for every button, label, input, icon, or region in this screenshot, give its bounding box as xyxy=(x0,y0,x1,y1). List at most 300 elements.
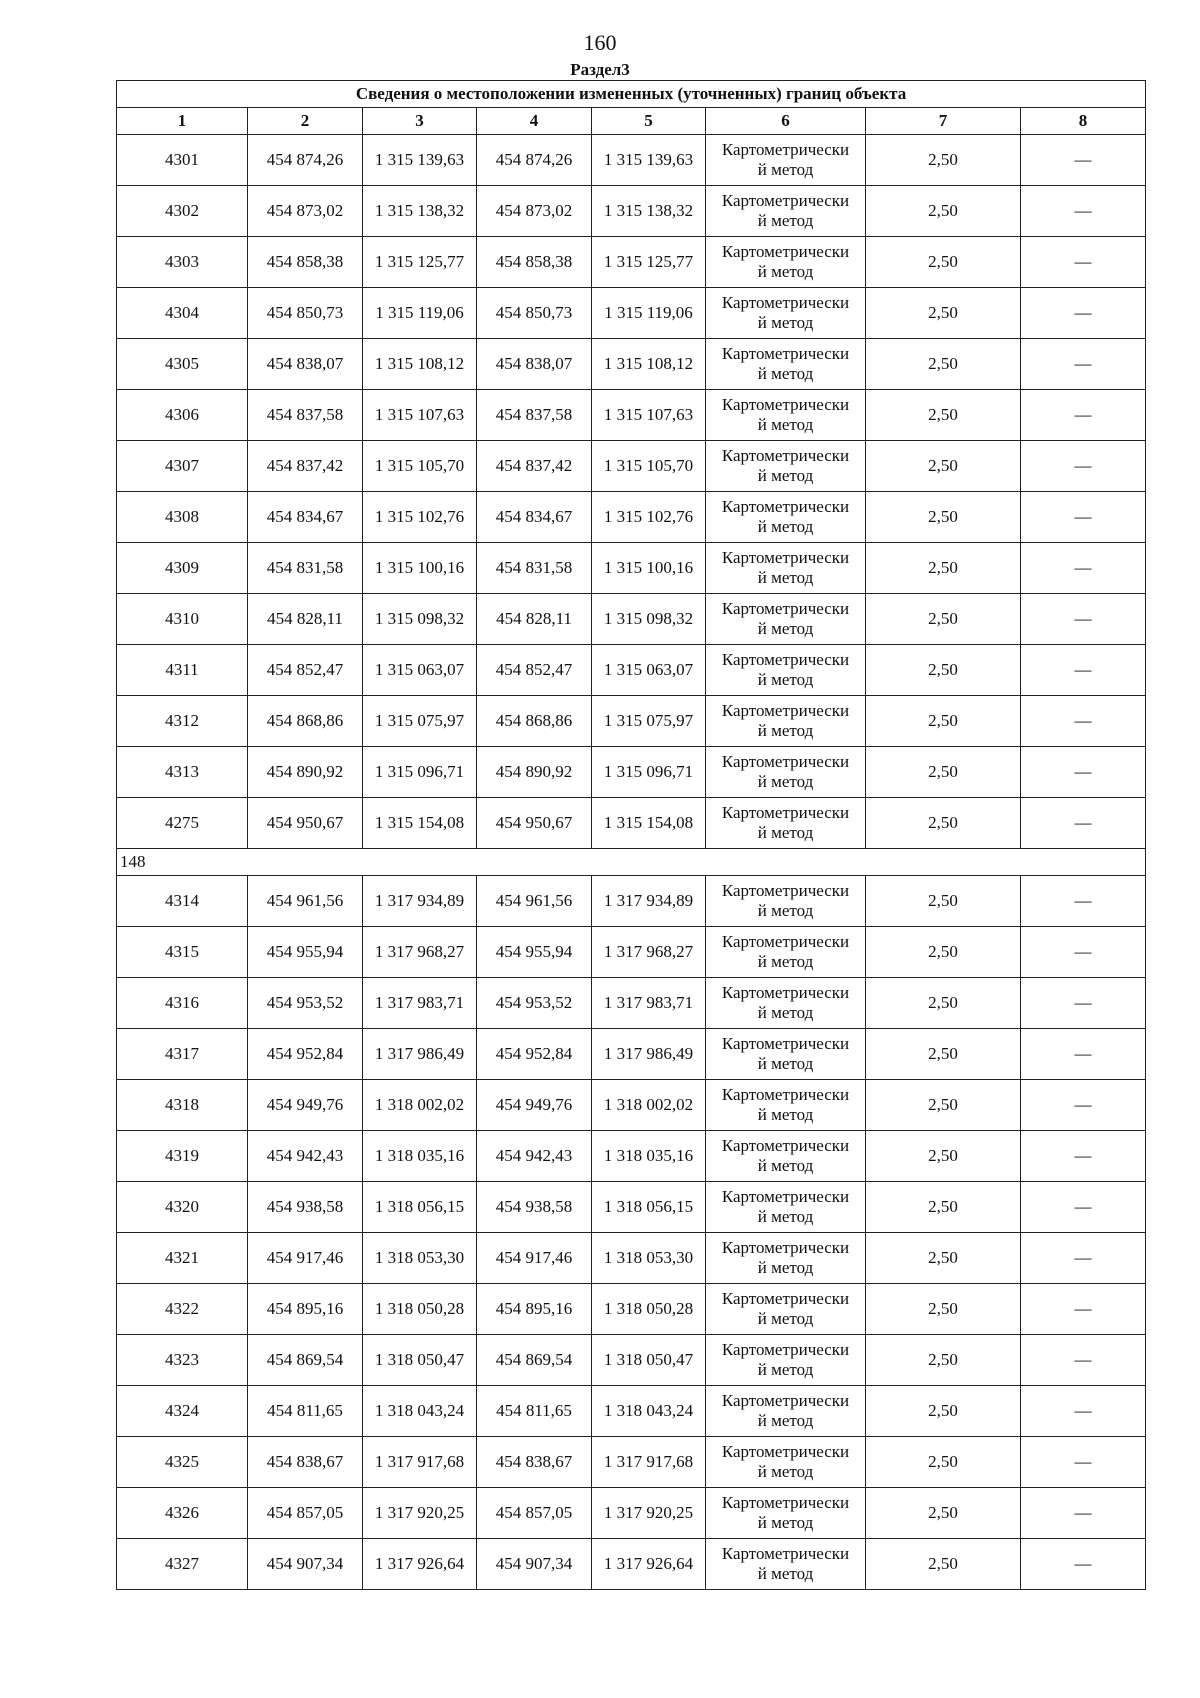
description-cell: — xyxy=(1021,1131,1146,1182)
description-cell: — xyxy=(1021,1080,1146,1131)
y-existing-cell: 1 317 968,27 xyxy=(363,927,477,978)
method-line-2: й метод xyxy=(757,517,814,536)
method-line-1: Картометрически xyxy=(721,446,850,465)
table-row xyxy=(117,747,1146,798)
description-cell: — xyxy=(1021,1182,1146,1233)
method-cell xyxy=(706,1131,866,1182)
x-updated-cell: 454 942,43 xyxy=(477,1131,592,1182)
method-line-2: й метод xyxy=(757,901,814,920)
method-line-2: й метод xyxy=(757,1309,814,1328)
x-updated-cell: 454 874,26 xyxy=(477,135,592,186)
point-number-cell: 4315 xyxy=(117,927,248,978)
table-row xyxy=(117,186,1146,237)
method-line-2: й метод xyxy=(757,364,814,383)
table-row xyxy=(117,441,1146,492)
description-cell: — xyxy=(1021,237,1146,288)
column-header: 4 xyxy=(477,108,592,135)
accuracy-cell: 2,50 xyxy=(866,390,1021,441)
x-existing-cell: 454 858,38 xyxy=(248,237,363,288)
x-updated-cell: 454 938,58 xyxy=(477,1182,592,1233)
table-row xyxy=(117,696,1146,747)
method-cell xyxy=(706,237,866,288)
point-number-cell: 4302 xyxy=(117,186,248,237)
point-number-cell: 4317 xyxy=(117,1029,248,1080)
point-number-cell: 4314 xyxy=(117,876,248,927)
method-line-2: й метод xyxy=(757,1054,814,1073)
description-cell: — xyxy=(1021,390,1146,441)
x-updated-cell: 454 895,16 xyxy=(477,1284,592,1335)
x-existing-cell: 454 857,05 xyxy=(248,1488,363,1539)
point-number-cell: 4311 xyxy=(117,645,248,696)
point-number-cell: 4322 xyxy=(117,1284,248,1335)
accuracy-cell: 2,50 xyxy=(866,876,1021,927)
y-updated-cell: 1 318 002,02 xyxy=(592,1080,706,1131)
x-updated-cell: 454 952,84 xyxy=(477,1029,592,1080)
table-row xyxy=(117,288,1146,339)
y-updated-cell: 1 318 053,30 xyxy=(592,1233,706,1284)
point-number-cell: 4325 xyxy=(117,1437,248,1488)
description-cell: — xyxy=(1021,1029,1146,1080)
description-cell: — xyxy=(1021,288,1146,339)
y-existing-cell: 1 317 983,71 xyxy=(363,978,477,1029)
table-row xyxy=(117,543,1146,594)
table-row xyxy=(117,390,1146,441)
method-line-2: й метод xyxy=(757,1513,814,1532)
y-updated-cell: 1 315 119,06 xyxy=(592,288,706,339)
y-updated-cell: 1 318 050,47 xyxy=(592,1335,706,1386)
method-cell xyxy=(706,927,866,978)
x-existing-cell: 454 838,67 xyxy=(248,1437,363,1488)
y-updated-cell: 1 315 096,71 xyxy=(592,747,706,798)
x-updated-cell: 454 834,67 xyxy=(477,492,592,543)
method-line-1: Картометрически xyxy=(721,650,850,669)
table-row xyxy=(117,1182,1146,1233)
description-cell: — xyxy=(1021,186,1146,237)
method-line-2: й метод xyxy=(757,313,814,332)
accuracy-cell: 2,50 xyxy=(866,543,1021,594)
x-existing-cell: 454 952,84 xyxy=(248,1029,363,1080)
method-line-1: Картометрически xyxy=(721,932,850,951)
accuracy-cell: 2,50 xyxy=(866,1284,1021,1335)
accuracy-cell: 2,50 xyxy=(866,747,1021,798)
method-line-1: Картометрически xyxy=(721,548,850,567)
accuracy-cell: 2,50 xyxy=(866,927,1021,978)
y-updated-cell: 1 315 102,76 xyxy=(592,492,706,543)
method-cell xyxy=(706,135,866,186)
method-line-2: й метод xyxy=(757,1564,814,1583)
y-existing-cell: 1 315 107,63 xyxy=(363,390,477,441)
y-updated-cell: 1 318 056,15 xyxy=(592,1182,706,1233)
y-existing-cell: 1 317 917,68 xyxy=(363,1437,477,1488)
method-line-1: Картометрически xyxy=(721,395,850,414)
x-existing-cell: 454 831,58 xyxy=(248,543,363,594)
y-existing-cell: 1 315 098,32 xyxy=(363,594,477,645)
y-existing-cell: 1 315 139,63 xyxy=(363,135,477,186)
table-row xyxy=(117,798,1146,849)
point-number-cell: 4310 xyxy=(117,594,248,645)
y-updated-cell: 1 317 983,71 xyxy=(592,978,706,1029)
y-updated-cell: 1 317 934,89 xyxy=(592,876,706,927)
method-cell xyxy=(706,1539,866,1590)
point-number-cell: 4318 xyxy=(117,1080,248,1131)
method-line-2: й метод xyxy=(757,1207,814,1226)
description-cell: — xyxy=(1021,1335,1146,1386)
method-cell xyxy=(706,594,866,645)
description-cell: — xyxy=(1021,747,1146,798)
x-existing-cell: 454 838,07 xyxy=(248,339,363,390)
description-cell: — xyxy=(1021,543,1146,594)
y-existing-cell: 1 315 096,71 xyxy=(363,747,477,798)
point-number-cell: 4320 xyxy=(117,1182,248,1233)
method-line-2: й метод xyxy=(757,1003,814,1022)
x-existing-cell: 454 938,58 xyxy=(248,1182,363,1233)
y-existing-cell: 1 317 934,89 xyxy=(363,876,477,927)
x-updated-cell: 454 869,54 xyxy=(477,1335,592,1386)
table-row xyxy=(117,1488,1146,1539)
point-number-cell: 4307 xyxy=(117,441,248,492)
point-number-cell: 4319 xyxy=(117,1131,248,1182)
y-existing-cell: 1 318 002,02 xyxy=(363,1080,477,1131)
y-existing-cell: 1 315 075,97 xyxy=(363,696,477,747)
x-updated-cell: 454 917,46 xyxy=(477,1233,592,1284)
method-line-1: Картометрически xyxy=(721,1442,850,1461)
x-existing-cell: 454 955,94 xyxy=(248,927,363,978)
y-updated-cell: 1 315 105,70 xyxy=(592,441,706,492)
description-cell: — xyxy=(1021,1386,1146,1437)
y-updated-cell: 1 317 926,64 xyxy=(592,1539,706,1590)
y-updated-cell: 1 315 108,12 xyxy=(592,339,706,390)
column-header: 3 xyxy=(363,108,477,135)
accuracy-cell: 2,50 xyxy=(866,135,1021,186)
section-title: Раздел3 xyxy=(570,60,630,79)
y-updated-cell: 1 315 125,77 xyxy=(592,237,706,288)
column-header: 6 xyxy=(706,108,866,135)
method-line-1: Картометрически xyxy=(721,1136,850,1155)
x-existing-cell: 454 873,02 xyxy=(248,186,363,237)
method-line-2: й метод xyxy=(757,619,814,638)
point-number-cell: 4323 xyxy=(117,1335,248,1386)
point-number-cell: 4313 xyxy=(117,747,248,798)
x-existing-cell: 454 868,86 xyxy=(248,696,363,747)
method-line-2: й метод xyxy=(757,772,814,791)
method-cell xyxy=(706,1488,866,1539)
y-existing-cell: 1 315 154,08 xyxy=(363,798,477,849)
y-existing-cell: 1 318 035,16 xyxy=(363,1131,477,1182)
table-row xyxy=(117,645,1146,696)
table-row xyxy=(117,1029,1146,1080)
accuracy-cell: 2,50 xyxy=(866,1539,1021,1590)
method-line-1: Картометрически xyxy=(721,497,850,516)
table-row xyxy=(117,1437,1146,1488)
accuracy-cell: 2,50 xyxy=(866,1233,1021,1284)
x-existing-cell: 454 961,56 xyxy=(248,876,363,927)
x-updated-cell: 454 955,94 xyxy=(477,927,592,978)
method-line-2: й метод xyxy=(757,160,814,179)
description-cell: — xyxy=(1021,1437,1146,1488)
method-line-1: Картометрически xyxy=(721,701,850,720)
x-existing-cell: 454 917,46 xyxy=(248,1233,363,1284)
x-existing-cell: 454 907,34 xyxy=(248,1539,363,1590)
y-updated-cell: 1 318 035,16 xyxy=(592,1131,706,1182)
y-existing-cell: 1 315 119,06 xyxy=(363,288,477,339)
table-row xyxy=(117,1539,1146,1590)
method-cell xyxy=(706,1233,866,1284)
coordinates-table xyxy=(116,80,1146,1590)
x-existing-cell: 454 834,67 xyxy=(248,492,363,543)
page-number: 160 xyxy=(583,30,617,55)
x-existing-cell: 454 850,73 xyxy=(248,288,363,339)
method-line-2: й метод xyxy=(757,568,814,587)
x-updated-cell: 454 850,73 xyxy=(477,288,592,339)
method-cell xyxy=(706,978,866,1029)
method-line-1: Картометрически xyxy=(721,1187,850,1206)
accuracy-cell: 2,50 xyxy=(866,1080,1021,1131)
description-cell: — xyxy=(1021,339,1146,390)
y-updated-cell: 1 318 050,28 xyxy=(592,1284,706,1335)
table-row xyxy=(117,339,1146,390)
description-cell: — xyxy=(1021,927,1146,978)
x-existing-cell: 454 874,26 xyxy=(248,135,363,186)
method-cell xyxy=(706,696,866,747)
method-line-2: й метод xyxy=(757,1156,814,1175)
method-line-1: Картометрически xyxy=(721,1034,850,1053)
method-line-1: Картометрически xyxy=(721,1238,850,1257)
method-line-2: й метод xyxy=(757,415,814,434)
y-updated-cell: 1 315 138,32 xyxy=(592,186,706,237)
y-existing-cell: 1 315 100,16 xyxy=(363,543,477,594)
column-header: 7 xyxy=(866,108,1021,135)
group-label-row xyxy=(117,849,1146,876)
point-number-cell: 4316 xyxy=(117,978,248,1029)
x-existing-cell: 454 890,92 xyxy=(248,747,363,798)
x-updated-cell: 454 890,92 xyxy=(477,747,592,798)
method-line-1: Картометрически xyxy=(721,803,850,822)
x-updated-cell: 454 857,05 xyxy=(477,1488,592,1539)
x-existing-cell: 454 837,42 xyxy=(248,441,363,492)
method-line-1: Картометрически xyxy=(721,881,850,900)
table-row xyxy=(117,927,1146,978)
y-updated-cell: 1 315 154,08 xyxy=(592,798,706,849)
method-line-2: й метод xyxy=(757,466,814,485)
method-line-2: й метод xyxy=(757,1360,814,1379)
x-existing-cell: 454 828,11 xyxy=(248,594,363,645)
method-line-1: Картометрически xyxy=(721,1340,850,1359)
method-line-1: Картометрически xyxy=(721,1391,850,1410)
y-updated-cell: 1 318 043,24 xyxy=(592,1386,706,1437)
column-header-row xyxy=(117,108,1146,135)
y-updated-cell: 1 315 075,97 xyxy=(592,696,706,747)
accuracy-cell: 2,50 xyxy=(866,696,1021,747)
description-cell: — xyxy=(1021,441,1146,492)
x-existing-cell: 454 953,52 xyxy=(248,978,363,1029)
accuracy-cell: 2,50 xyxy=(866,1437,1021,1488)
method-cell xyxy=(706,747,866,798)
column-header: 5 xyxy=(592,108,706,135)
table-row xyxy=(117,492,1146,543)
method-line-2: й метод xyxy=(757,262,814,281)
y-updated-cell: 1 317 920,25 xyxy=(592,1488,706,1539)
method-cell xyxy=(706,186,866,237)
y-existing-cell: 1 318 043,24 xyxy=(363,1386,477,1437)
accuracy-cell: 2,50 xyxy=(866,645,1021,696)
description-cell: — xyxy=(1021,978,1146,1029)
method-line-1: Картометрически xyxy=(721,983,850,1002)
method-line-1: Картометрически xyxy=(721,293,850,312)
point-number-cell: 4305 xyxy=(117,339,248,390)
x-existing-cell: 454 949,76 xyxy=(248,1080,363,1131)
description-cell: — xyxy=(1021,1488,1146,1539)
y-updated-cell: 1 317 968,27 xyxy=(592,927,706,978)
method-cell xyxy=(706,798,866,849)
column-header: 2 xyxy=(248,108,363,135)
point-number-cell: 4304 xyxy=(117,288,248,339)
x-updated-cell: 454 811,65 xyxy=(477,1386,592,1437)
y-updated-cell: 1 315 139,63 xyxy=(592,135,706,186)
table-caption: Сведения о местоположении измененных (уточненных) границ объекта xyxy=(117,81,1146,108)
y-existing-cell: 1 315 063,07 xyxy=(363,645,477,696)
description-cell: — xyxy=(1021,1539,1146,1590)
y-existing-cell: 1 315 108,12 xyxy=(363,339,477,390)
method-cell xyxy=(706,1080,866,1131)
table-caption-row xyxy=(117,81,1146,108)
y-existing-cell: 1 315 125,77 xyxy=(363,237,477,288)
method-cell xyxy=(706,1335,866,1386)
point-number-cell: 4324 xyxy=(117,1386,248,1437)
method-cell xyxy=(706,876,866,927)
y-existing-cell: 1 315 105,70 xyxy=(363,441,477,492)
point-number-cell: 4275 xyxy=(117,798,248,849)
method-line-2: й метод xyxy=(757,952,814,971)
point-number-cell: 4312 xyxy=(117,696,248,747)
method-cell xyxy=(706,1029,866,1080)
point-number-cell: 4326 xyxy=(117,1488,248,1539)
accuracy-cell: 2,50 xyxy=(866,339,1021,390)
method-line-1: Картометрически xyxy=(721,344,850,363)
x-updated-cell: 454 950,67 xyxy=(477,798,592,849)
table-row xyxy=(117,237,1146,288)
accuracy-cell: 2,50 xyxy=(866,1488,1021,1539)
table-row xyxy=(117,876,1146,927)
method-cell xyxy=(706,1284,866,1335)
y-existing-cell: 1 318 056,15 xyxy=(363,1182,477,1233)
accuracy-cell: 2,50 xyxy=(866,186,1021,237)
accuracy-cell: 2,50 xyxy=(866,441,1021,492)
method-cell xyxy=(706,1386,866,1437)
method-cell xyxy=(706,492,866,543)
group-label: 148 xyxy=(117,849,1146,876)
y-existing-cell: 1 315 138,32 xyxy=(363,186,477,237)
x-updated-cell: 454 868,86 xyxy=(477,696,592,747)
method-line-1: Картометрически xyxy=(721,1085,850,1104)
method-line-2: й метод xyxy=(757,670,814,689)
x-updated-cell: 454 953,52 xyxy=(477,978,592,1029)
accuracy-cell: 2,50 xyxy=(866,237,1021,288)
x-updated-cell: 454 852,47 xyxy=(477,645,592,696)
y-existing-cell: 1 317 926,64 xyxy=(363,1539,477,1590)
method-line-1: Картометрически xyxy=(721,1493,850,1512)
table-row xyxy=(117,1284,1146,1335)
method-line-1: Картометрически xyxy=(721,1544,850,1563)
table-row xyxy=(117,1386,1146,1437)
x-updated-cell: 454 837,42 xyxy=(477,441,592,492)
method-cell xyxy=(706,441,866,492)
method-cell xyxy=(706,1182,866,1233)
y-existing-cell: 1 315 102,76 xyxy=(363,492,477,543)
method-line-2: й метод xyxy=(757,1105,814,1124)
method-line-2: й метод xyxy=(757,823,814,842)
method-line-2: й метод xyxy=(757,1462,814,1481)
description-cell: — xyxy=(1021,1284,1146,1335)
description-cell: — xyxy=(1021,798,1146,849)
point-number-cell: 4309 xyxy=(117,543,248,594)
column-header: 1 xyxy=(117,108,248,135)
accuracy-cell: 2,50 xyxy=(866,288,1021,339)
method-line-1: Картометрически xyxy=(721,599,850,618)
x-existing-cell: 454 852,47 xyxy=(248,645,363,696)
accuracy-cell: 2,50 xyxy=(866,1029,1021,1080)
y-updated-cell: 1 317 917,68 xyxy=(592,1437,706,1488)
x-updated-cell: 454 873,02 xyxy=(477,186,592,237)
method-line-1: Картометрически xyxy=(721,140,850,159)
point-number-cell: 4321 xyxy=(117,1233,248,1284)
point-number-cell: 4327 xyxy=(117,1539,248,1590)
x-existing-cell: 454 811,65 xyxy=(248,1386,363,1437)
table-body xyxy=(117,135,1146,1590)
y-existing-cell: 1 318 050,47 xyxy=(363,1335,477,1386)
table-row xyxy=(117,1080,1146,1131)
y-updated-cell: 1 315 063,07 xyxy=(592,645,706,696)
point-number-cell: 4301 xyxy=(117,135,248,186)
x-updated-cell: 454 831,58 xyxy=(477,543,592,594)
method-line-1: Картометрически xyxy=(721,191,850,210)
x-updated-cell: 454 907,34 xyxy=(477,1539,592,1590)
description-cell: — xyxy=(1021,876,1146,927)
x-existing-cell: 454 869,54 xyxy=(248,1335,363,1386)
x-updated-cell: 454 858,38 xyxy=(477,237,592,288)
y-existing-cell: 1 318 050,28 xyxy=(363,1284,477,1335)
table-row xyxy=(117,1233,1146,1284)
y-existing-cell: 1 317 920,25 xyxy=(363,1488,477,1539)
y-updated-cell: 1 315 098,32 xyxy=(592,594,706,645)
method-cell xyxy=(706,645,866,696)
method-cell xyxy=(706,1437,866,1488)
method-line-2: й метод xyxy=(757,721,814,740)
x-updated-cell: 454 949,76 xyxy=(477,1080,592,1131)
x-updated-cell: 454 838,67 xyxy=(477,1437,592,1488)
point-number-cell: 4303 xyxy=(117,237,248,288)
method-cell xyxy=(706,339,866,390)
description-cell: — xyxy=(1021,594,1146,645)
accuracy-cell: 2,50 xyxy=(866,978,1021,1029)
accuracy-cell: 2,50 xyxy=(866,1182,1021,1233)
method-cell xyxy=(706,390,866,441)
column-header: 8 xyxy=(1021,108,1146,135)
method-cell xyxy=(706,288,866,339)
method-line-1: Картометрически xyxy=(721,752,850,771)
table-row xyxy=(117,978,1146,1029)
y-updated-cell: 1 315 100,16 xyxy=(592,543,706,594)
table-row xyxy=(117,594,1146,645)
method-line-2: й метод xyxy=(757,1258,814,1277)
table-row xyxy=(117,135,1146,186)
x-existing-cell: 454 950,67 xyxy=(248,798,363,849)
point-number-cell: 4306 xyxy=(117,390,248,441)
method-line-1: Картометрически xyxy=(721,242,850,261)
method-cell xyxy=(706,543,866,594)
y-existing-cell: 1 318 053,30 xyxy=(363,1233,477,1284)
accuracy-cell: 2,50 xyxy=(866,1335,1021,1386)
method-line-1: Картометрически xyxy=(721,1289,850,1308)
